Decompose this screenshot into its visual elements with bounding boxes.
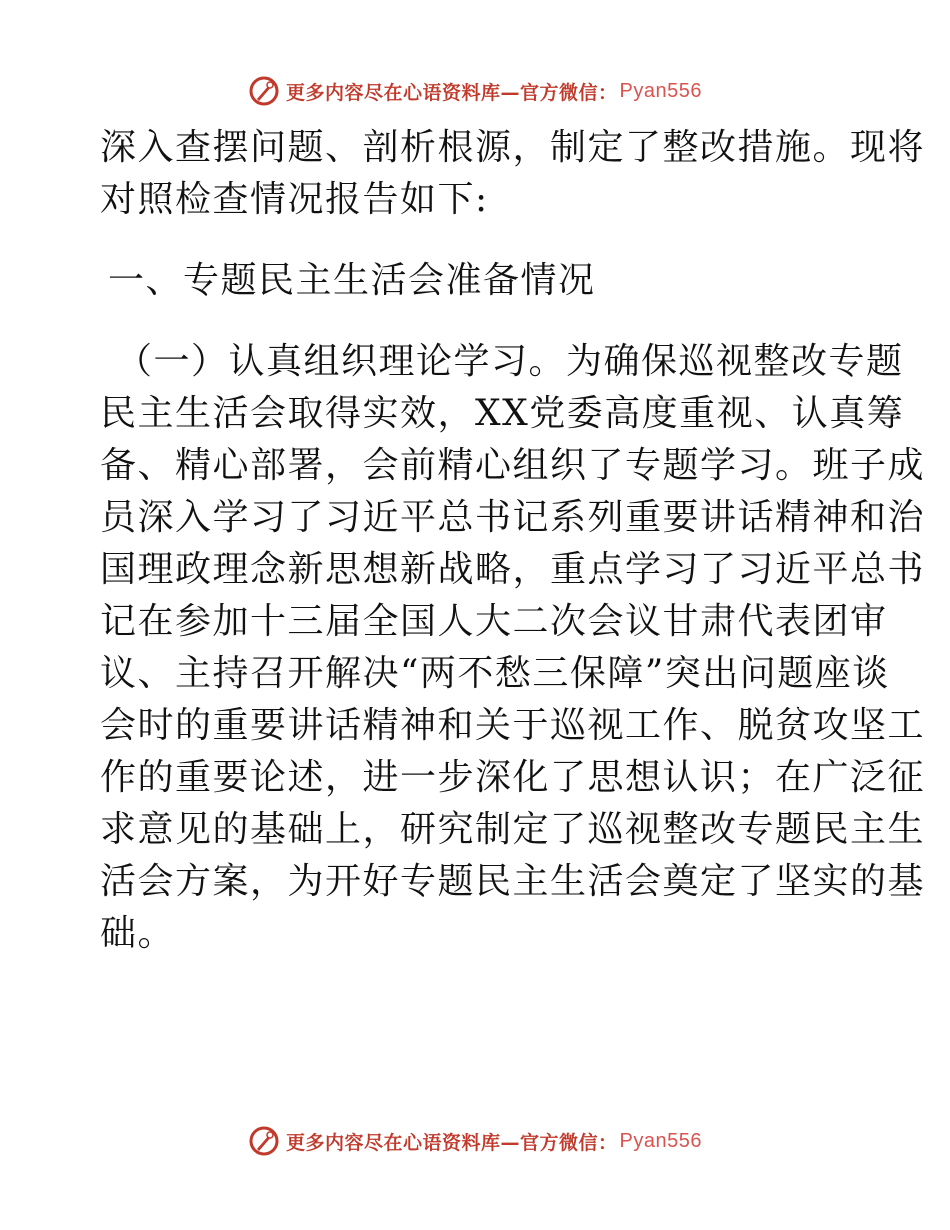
text-line: 员深入学习了习近平总书记系列重要讲话精神和治	[100, 497, 926, 538]
watermark-wechat-id: Pyan556	[619, 79, 702, 102]
text-line: 记在参加十三届全国人大二次会议甘肃代表团审	[100, 601, 888, 642]
watermark-text: 更多内容尽在心语资料库—官方微信：	[286, 81, 618, 104]
text-line: 议、主持召开解决“两不愁三保障”突出问题座谈	[100, 653, 890, 694]
text-line: 深入查摆问题、剖析根源，制定了整改措施。现将	[100, 127, 926, 168]
watermark-wechat-id: Pyan556	[619, 1129, 702, 1152]
watermark-header	[0, 71, 950, 111]
text-line: 民主生活会取得实效，XX党委高度重视、认真筹	[100, 393, 905, 434]
text-line: 活会方案，为开好专题民主生活会奠定了坚实的基	[100, 861, 926, 902]
quill-logo-icon	[248, 1125, 280, 1157]
text-line: 作的重要论述，进一步深化了思想认识；在广泛征	[100, 757, 926, 798]
text-line: 础。	[100, 913, 176, 954]
text-line: 国理政理念新思想新战略，重点学习了习近平总书	[100, 549, 926, 590]
text-line: 备、精心部署，会前精心组织了专题学习。班子成	[100, 445, 926, 486]
text-line: 求意见的基础上，研究制定了巡视整改专题民主生	[100, 809, 926, 850]
text-line: 对照检查情况报告如下:	[100, 179, 489, 220]
section-heading: 一、专题民主生活会准备情况	[108, 260, 596, 301]
text-line: 会时的重要讲话精神和关于巡视工作、脱贫攻坚工	[100, 705, 926, 746]
text-line: （一）认真组织理论学习。为确保巡视整改专题	[116, 341, 904, 382]
document-body	[100, 122, 926, 960]
watermark-footer	[0, 1121, 950, 1161]
watermark-text: 更多内容尽在心语资料库—官方微信：	[286, 1131, 618, 1154]
quill-logo-icon	[248, 75, 280, 107]
